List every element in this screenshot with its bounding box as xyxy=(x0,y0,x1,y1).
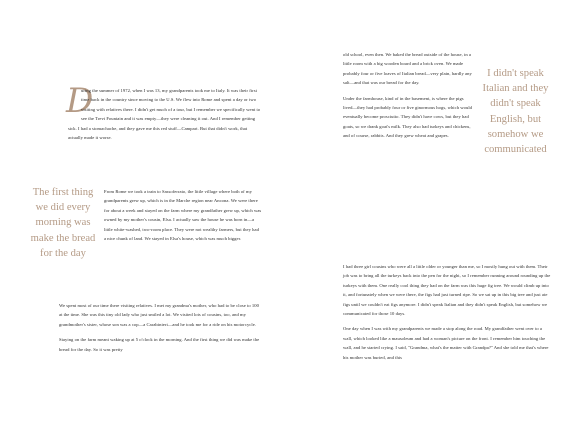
right-page xyxy=(288,0,576,432)
cousins-text: I had three girl cousins who were all a little older or younger than me, so I mostly hung out with them. Their job was to bring all the turkeys back into the pen for the night, so I remember running around rounding up the turkeys with them. One really cool thing they had on the farm was this huge fig tree. We would climb up into it, and fortunately when we were there, the figs had just turned ripe. So we sat up in this big tree and just ate figs until we couldn't eat figs anymore. I didn't speak Italian and they didn't speak English, but somehow we communicated for those 10 days. xyxy=(343,264,551,317)
bread-column xyxy=(343,50,473,147)
pull-quote-right xyxy=(478,66,553,157)
pull-quote-right-text: I didn't speak Italian and they didn't speak English, but somehow we communicated xyxy=(482,68,549,156)
relatives-paragraph xyxy=(59,301,262,360)
farmhouse-text: Under the farmhouse, kind of in the basement, is where the pigs lived—they had probably four or five ginormous hogs, which would eventually become prosciutto. They didn't have cows, but they had goats, so we drank goat's milk. They also had turkeys and chickens, and of course, rabbits. And they grew wheat and grapes. xyxy=(343,95,472,139)
pull-quote-left xyxy=(28,185,98,261)
farm-start-text: Staying on the farm meant waking up at 5 o'clock in the morning. And the first thing we did was make the bread for the day. So it was pretty xyxy=(59,337,260,352)
pull-quote-left-text: The first thing we did every morning was make the bread for the day xyxy=(30,187,96,259)
cousins-paragraph xyxy=(343,262,551,368)
stop-text: One day when I was with my grandparents we made a stop along the road. My grandfather went over to a wall, which looked like a mausoleum and had a woman's picture on the front. I remember him touching the wall, and he started crying. I said, "Grandma, what's the matter with Grandpa?" And she told me that's where his mother was buried, and this xyxy=(343,326,549,360)
relatives-text: We spent most of our time there visiting relatives. I met my grandma's mother, who had to be close to 100 at the time. She was this tiny old lady who just smiled a lot. We visited lots of cousins, too, and my grandmother's sister, whose son was a cop—a Carabinieri—and he took me for a ride on his motorcycle. xyxy=(59,303,259,327)
intro-text: uring the summer of 1972, when I was 13, my grandparents took me to Italy. It was their first time back in the country since moving to the U.S. We flew into Rome and spent a day or two visiting with relatives there. I didn't get much of a tour, but I remember we specifically went to see the Trevi Fountain and it was empty—they were cleaning it out. And I remember getting sick. I had a stomachache, and they gave me this red stuff—Campari. But that didn't work, that actually made it worse. xyxy=(68,88,261,141)
village-paragraph xyxy=(104,187,262,249)
village-text: From Rome we took a train to Sassoferrato, the little village where both of my grandparents grew up, which is in the Marche region near Ancona. We were there for about a week and stayed on the farm where my grandfather grew up, which was owned by my mother's cousin, Elsa. I actually saw the house he was born in—a little white-washed, two-room place. They were not wealthy farmers, but they had a nice chunk of land. We stayed in Elsa's house, which was much bigger. xyxy=(104,189,262,242)
bread-text: old school, even then. We baked the bread outside of the house, in a little room with a big wooden board and a brick oven. We made probably four or five loaves of Italian bread—very plain, hardly any salt—and that was our bread for the day. xyxy=(343,52,472,86)
intro-paragraph xyxy=(66,81,261,148)
drop-cap: D xyxy=(66,81,94,121)
